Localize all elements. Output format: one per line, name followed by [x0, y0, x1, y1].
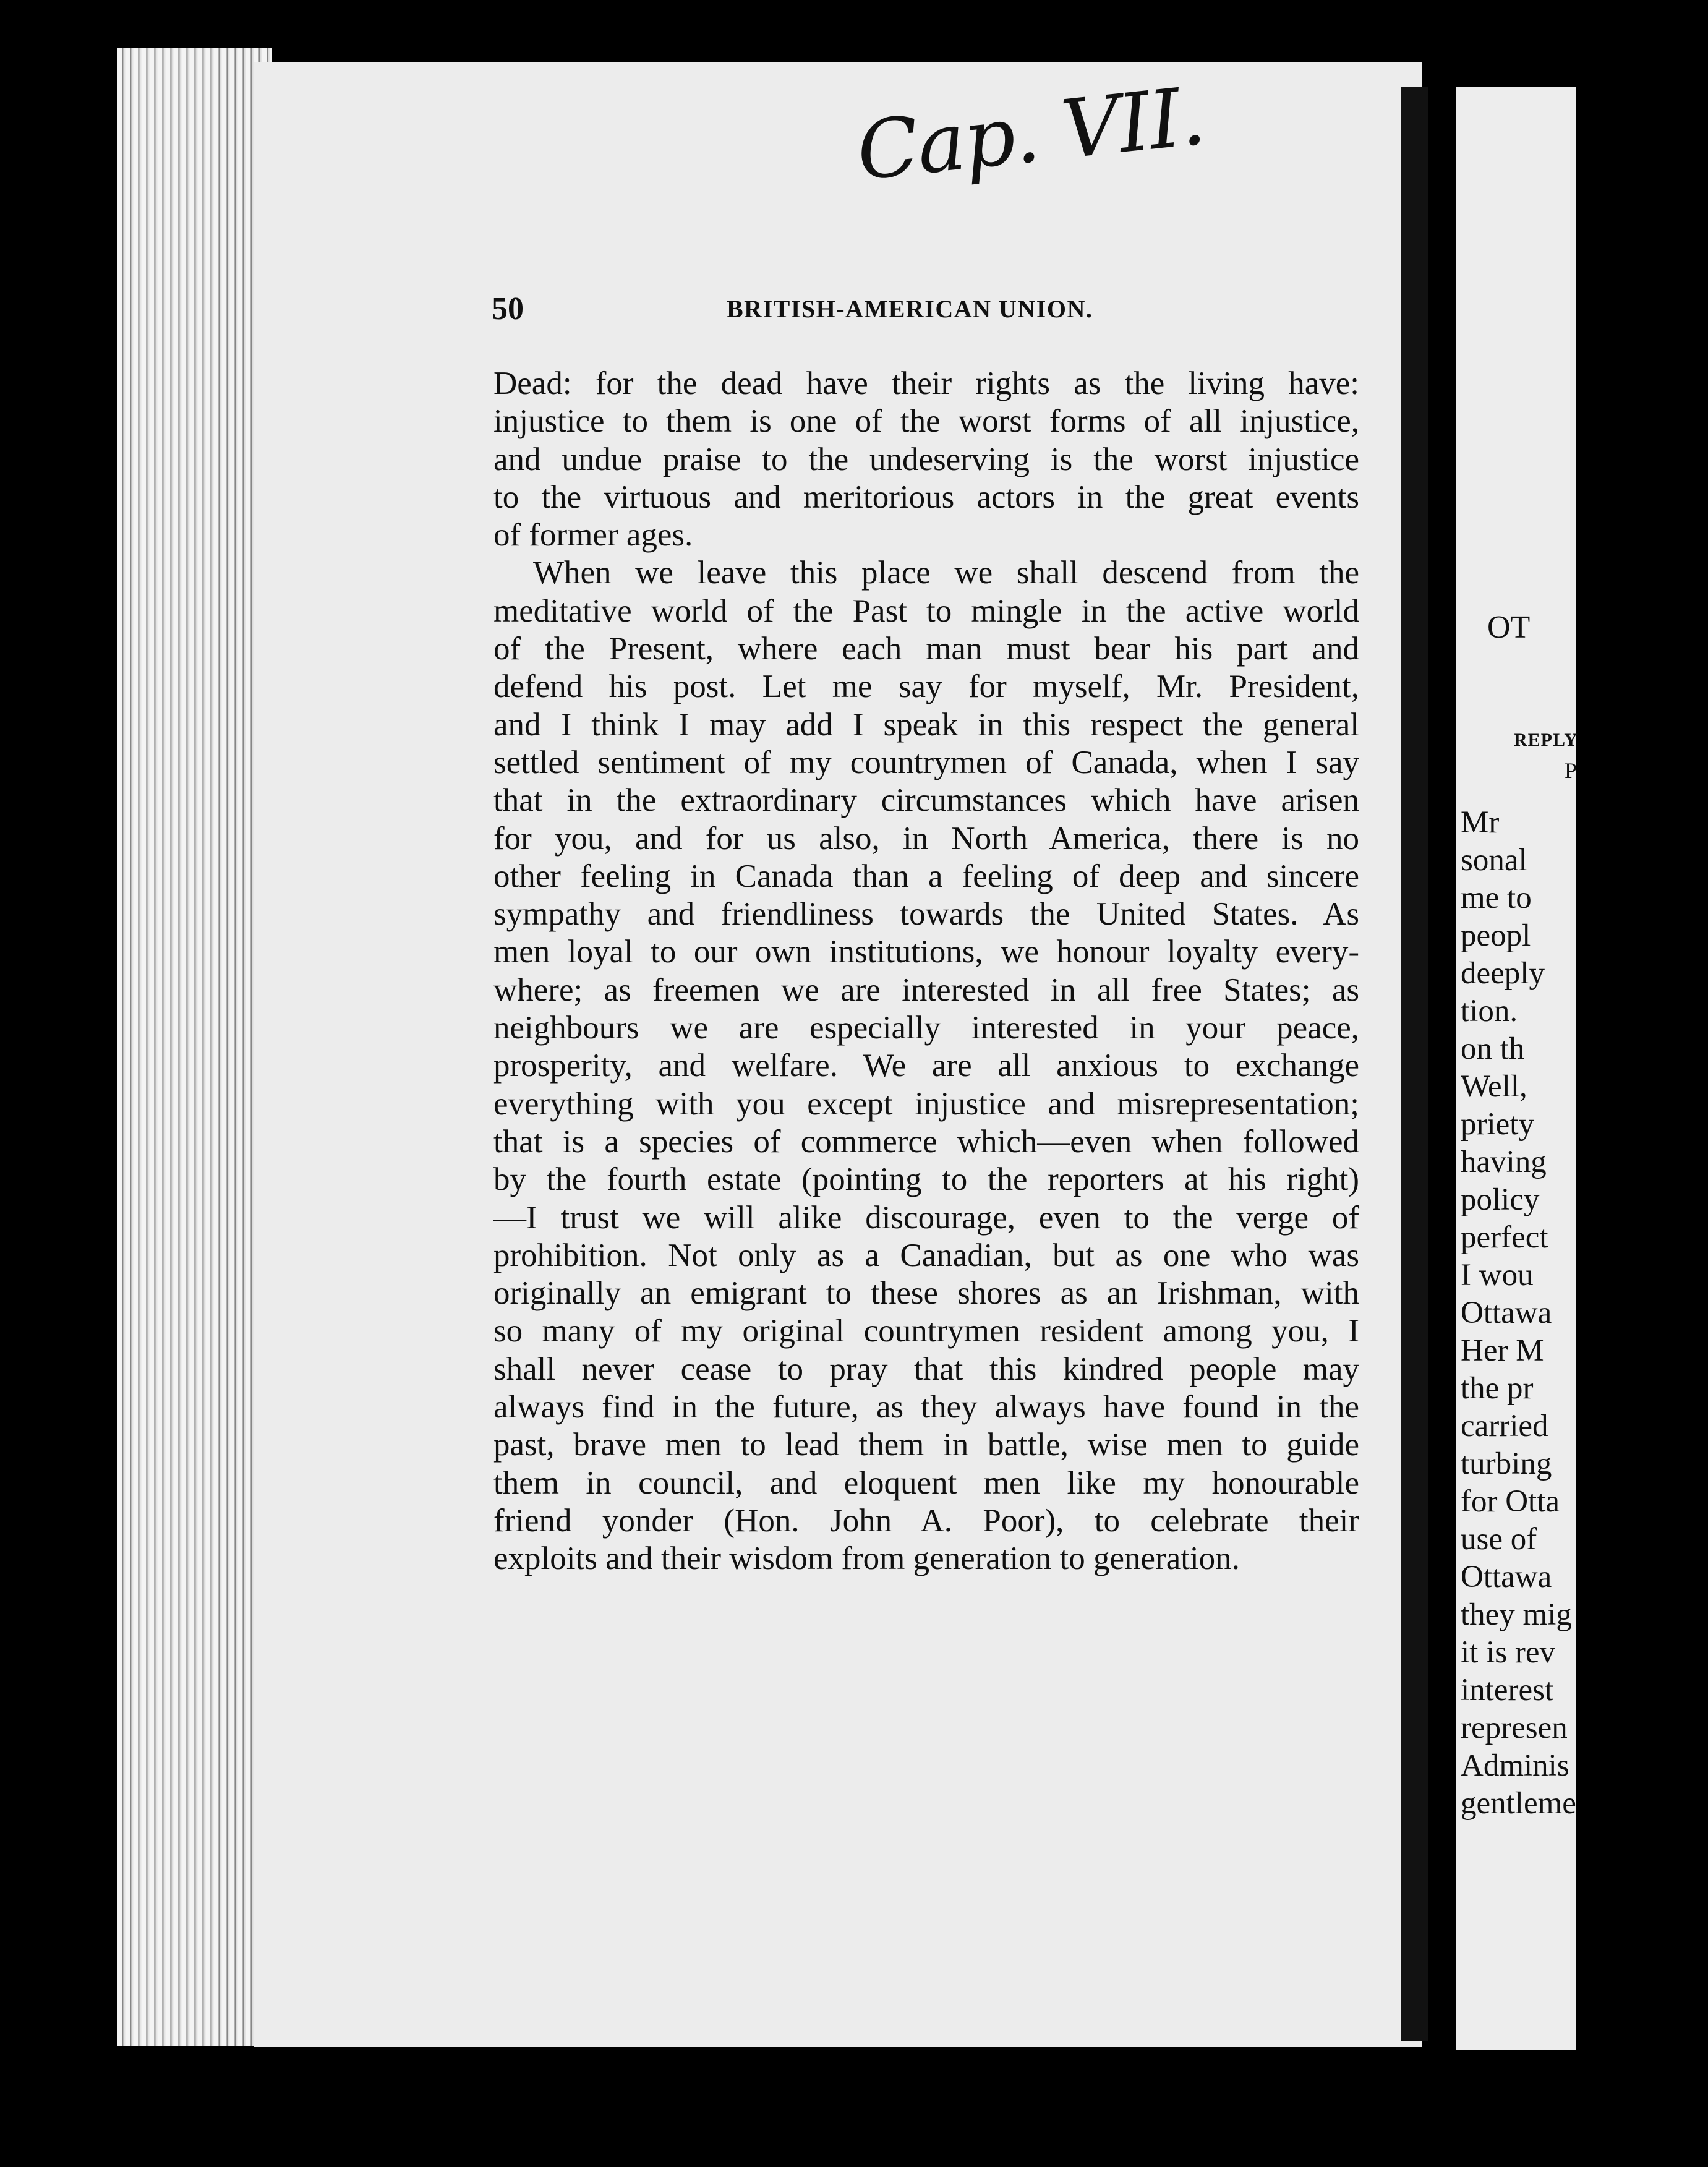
text-line: Her M: [1461, 1333, 1544, 1368]
text-line: Ottawa: [1461, 1560, 1552, 1594]
paragraph: [493, 554, 1359, 1578]
text-line: it is rev: [1461, 1635, 1555, 1670]
text-line: represen: [1461, 1711, 1568, 1745]
text-line: having: [1461, 1145, 1547, 1179]
text-line: to the virtuous and meritorious actors in the great events: [493, 479, 1359, 515]
paragraph: [493, 365, 1359, 554]
text-line: gentleme: [1461, 1786, 1576, 1821]
text-line: always find in the future, as they always have found in the: [493, 1389, 1359, 1425]
text-line: of former ages.: [493, 517, 693, 554]
text-line: injustice to them is one of the worst forms of all injustice,: [493, 403, 1359, 440]
text-line: interest: [1461, 1673, 1554, 1708]
text-line: prosperity, and welfare. We are all anxious to exchange: [493, 1048, 1359, 1084]
text-line: peopl: [1461, 918, 1531, 953]
text-line: settled sentiment of my countrymen of Canada, when I say: [493, 744, 1359, 780]
text-line: them in council, and eloquent men like my honourable: [493, 1464, 1359, 1501]
page-edges: [117, 48, 272, 2046]
text-line: other feeling in Canada than a feeling of deep and sincere: [493, 858, 1359, 894]
text-line: Dead: for the dead have their rights as the living have:: [493, 365, 1359, 401]
text-line: policy: [1461, 1182, 1540, 1217]
book-spine: [1401, 87, 1428, 2041]
right-page-subhead-fragment: P: [1565, 758, 1578, 783]
text-line: Adminis: [1461, 1748, 1569, 1783]
text-line: sonal: [1461, 843, 1527, 878]
right-page-subhead: REPLY: [1514, 730, 1578, 750]
text-line: and I think I may add I speak in this respect the general: [493, 706, 1359, 743]
right-page-heading: OT: [1487, 610, 1531, 645]
text-line: —I trust we will alike discourage, even to the verge of: [493, 1199, 1359, 1236]
text-line: defend his post. Let me say for myself, Mr. President,: [493, 669, 1359, 705]
running-head: [492, 291, 1364, 334]
text-line: carried: [1461, 1409, 1548, 1443]
text-line: turbing: [1461, 1447, 1552, 1481]
text-line: use of: [1461, 1522, 1537, 1557]
text-line: shall never cease to pray that this kindred people may: [493, 1351, 1359, 1387]
text-line: deeply: [1461, 956, 1545, 991]
text-line: that in the extraordinary circumstances which have arisen: [493, 782, 1359, 819]
text-line: me to: [1461, 881, 1532, 915]
text-line: everything with you except injustice and misrepresentation;: [493, 1085, 1359, 1122]
text-line: and undue praise to the undeserving is the worst injustice: [493, 441, 1359, 477]
text-line: I wou: [1461, 1258, 1534, 1293]
text-line: friend yonder (Hon. John A. Poor), to celebrate their: [493, 1502, 1359, 1539]
text-line: When we leave this place we shall descend from the: [533, 555, 1359, 591]
text-line: neighbours we are especially interested in your peace,: [493, 1010, 1359, 1046]
page-number: 50: [492, 291, 524, 327]
text-line: exploits and their wisdom from generation to generation.: [493, 1541, 1240, 1577]
text-line: where; as freemen we are interested in all free States; as: [493, 972, 1359, 1008]
text-line: the pr: [1461, 1371, 1534, 1406]
text-line: originally an emigrant to these shores as an Irishman, with: [493, 1275, 1359, 1312]
text-line: for Otta: [1461, 1484, 1560, 1519]
right-page-text: [1461, 804, 1708, 1823]
text-line: prohibition. Not only as a Canadian, but as one who was: [493, 1237, 1359, 1273]
text-line: Ottawa: [1461, 1296, 1552, 1330]
handwritten-note: Cap. VII.: [852, 69, 1209, 199]
text-line: on th: [1461, 1032, 1525, 1066]
text-line: that is a species of commerce which—even when followed: [493, 1123, 1359, 1160]
text-line: meditative world of the Past to mingle in the active world: [493, 592, 1359, 629]
running-title: BRITISH-AMERICAN UNION.: [727, 295, 1093, 323]
text-line: for you, and for us also, in North America, there is no: [493, 820, 1359, 857]
text-line: tion.: [1461, 994, 1518, 1028]
text-line: so many of my original countrymen resident among you, I: [493, 1313, 1359, 1349]
text-line: they mig: [1461, 1597, 1572, 1632]
text-line: by the fourth estate (pointing to the reporters at his right): [493, 1161, 1359, 1198]
text-line: Well,: [1461, 1069, 1527, 1104]
text-line: men loyal to our own institutions, we honour loyalty every-: [493, 934, 1359, 970]
body-text: [493, 365, 1359, 1578]
text-line: priety: [1461, 1107, 1534, 1142]
text-line: Mr: [1461, 805, 1500, 840]
text-line: perfect: [1461, 1220, 1548, 1255]
text-line: sympathy and friendliness towards the United States. As: [493, 896, 1359, 933]
text-line: past, brave men to lead them in battle, wise men to guide: [493, 1427, 1359, 1463]
text-line: of the Present, where each man must bear his part and: [493, 631, 1359, 667]
